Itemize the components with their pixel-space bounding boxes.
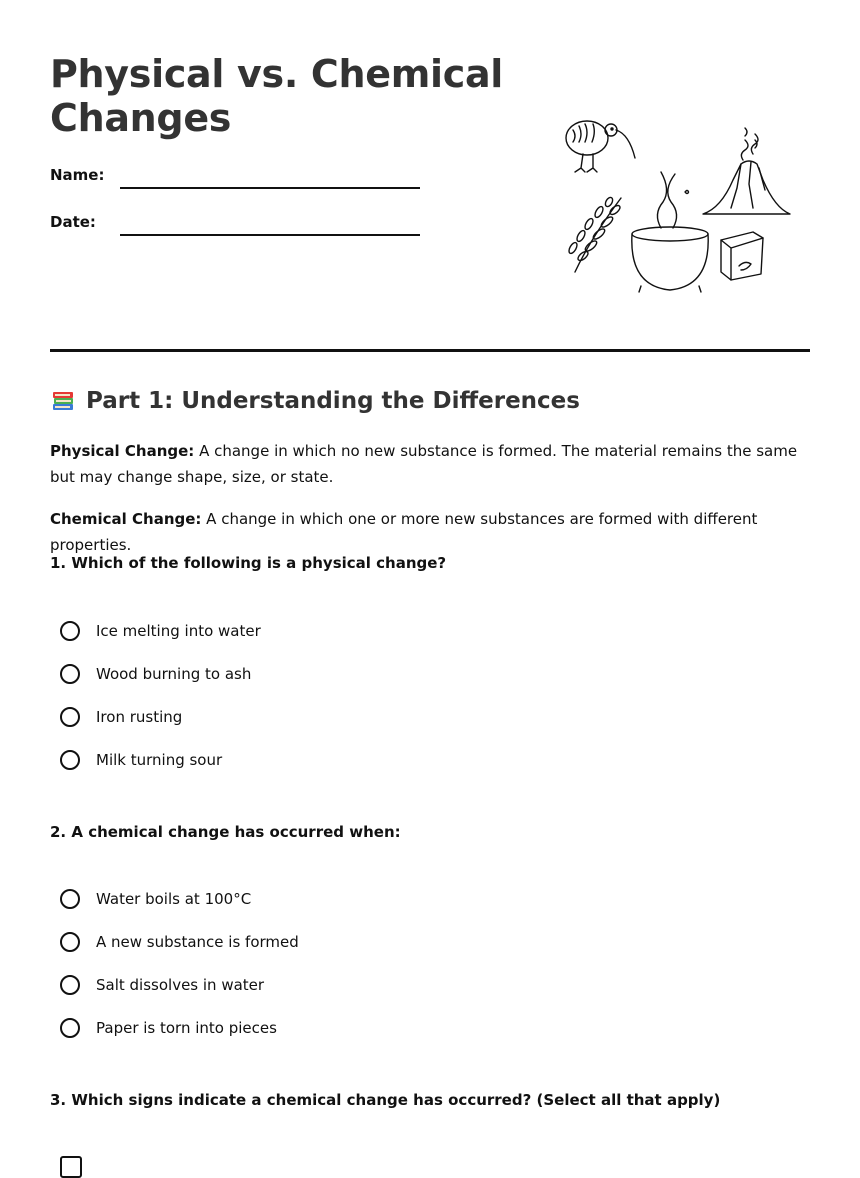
- radio-button[interactable]: [60, 750, 80, 770]
- option-label: Paper is torn into pieces: [96, 1019, 277, 1037]
- option-label: A new substance is formed: [96, 933, 299, 951]
- option-label: Milk turning sour: [96, 751, 223, 769]
- plant-branch-icon: [567, 196, 621, 272]
- option-label: Water boils at 100°C: [96, 890, 252, 908]
- question-2: 2. A chemical change has occurred when:: [50, 823, 401, 841]
- option-label: Iron rusting: [96, 708, 183, 726]
- ice-cube-icon: [721, 232, 763, 280]
- q3-checkbox[interactable]: [60, 1156, 82, 1178]
- q2-option-1[interactable]: [60, 886, 251, 912]
- radio-button[interactable]: [60, 664, 80, 684]
- q1-option-3[interactable]: [60, 704, 182, 730]
- radio-button[interactable]: [60, 975, 80, 995]
- physical-change-text: A change in which no new substance is formed. The material remains the same but may change shape, size, or state.: [50, 442, 798, 486]
- chemical-change-definition: [50, 506, 810, 558]
- question-3: 3. Which signs indicate a chemical change has occurred? (Select all that apply): [50, 1091, 721, 1109]
- science-illustration: [555, 108, 800, 298]
- volcano-icon: [703, 128, 790, 214]
- radio-button[interactable]: [60, 621, 80, 641]
- radio-button[interactable]: [60, 707, 80, 727]
- option-label: Wood burning to ash: [96, 665, 252, 683]
- chemical-change-text: A change in which one or more new substances are formed with different properties.: [50, 510, 758, 554]
- q2-option-2[interactable]: [60, 929, 299, 955]
- date-field[interactable]: [120, 234, 420, 236]
- option-label: Ice melting into water: [96, 622, 261, 640]
- section-divider: [50, 349, 810, 352]
- radio-button[interactable]: [60, 932, 80, 952]
- books-icon: [50, 388, 76, 414]
- kiwi-bird-icon: [566, 121, 635, 172]
- q2-option-4[interactable]: [60, 1015, 277, 1041]
- date-label: Date:: [50, 213, 96, 231]
- radio-button[interactable]: [60, 1018, 80, 1038]
- q1-option-1[interactable]: [60, 618, 261, 644]
- section-heading: [50, 388, 580, 414]
- q1-option-4[interactable]: [60, 747, 222, 773]
- cauldron-icon: [632, 172, 708, 292]
- question-1: 1. Which of the following is a physical change?: [50, 554, 447, 572]
- worksheet-title: Physical vs. Chemical Changes: [50, 52, 504, 140]
- section-heading-text: Part 1: Understanding the Differences: [86, 388, 580, 414]
- name-label: Name:: [50, 166, 105, 184]
- option-label: Salt dissolves in water: [96, 976, 265, 994]
- name-field[interactable]: [120, 187, 420, 189]
- chemical-change-term: Chemical Change:: [50, 510, 202, 528]
- q2-option-3[interactable]: [60, 972, 264, 998]
- physical-change-definition: [50, 438, 810, 490]
- q1-option-2[interactable]: [60, 661, 251, 687]
- physical-change-term: Physical Change:: [50, 442, 195, 460]
- radio-button[interactable]: [60, 889, 80, 909]
